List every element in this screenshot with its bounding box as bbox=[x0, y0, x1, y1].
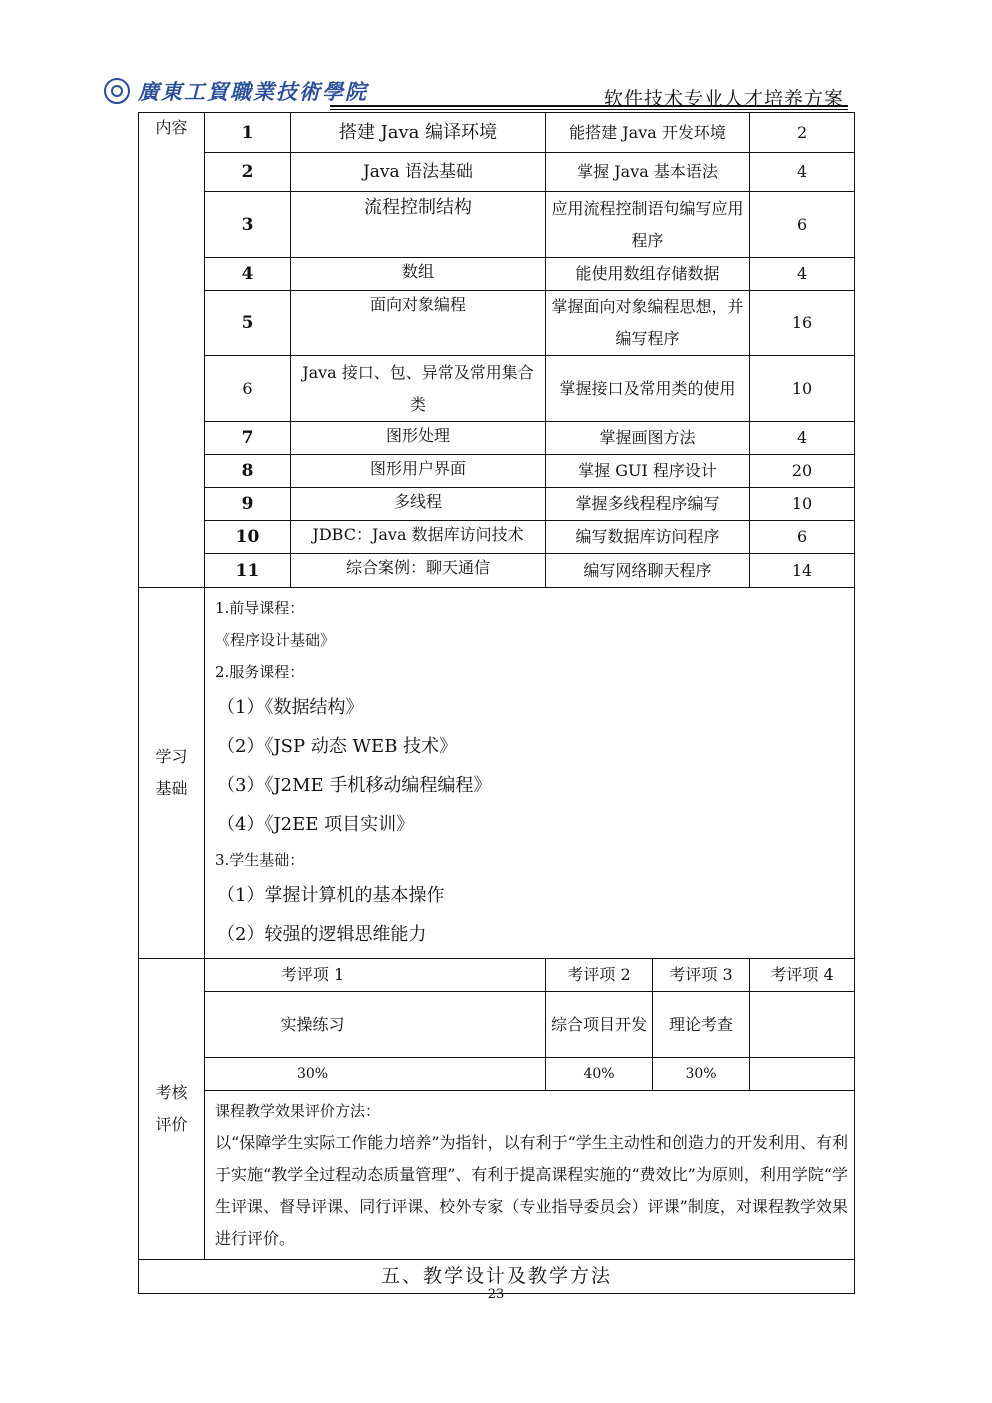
row-goal: 掌握接口及常用类的使用 bbox=[546, 356, 750, 422]
assessment-header: 考评项 1 bbox=[205, 959, 546, 992]
content-row bbox=[139, 521, 855, 554]
row-topic: Java 接口、包、异常及常用集合类 bbox=[291, 356, 546, 422]
assessment-weight: 40% bbox=[546, 1058, 653, 1091]
row-topic: 多线程 bbox=[291, 488, 546, 521]
row-goal: 能使用数组存储数据 bbox=[546, 258, 750, 291]
row-number: 4 bbox=[205, 258, 291, 291]
row-goal: 掌握 Java 基本语法 bbox=[546, 153, 750, 192]
row-topic: 图形用户界面 bbox=[291, 455, 546, 488]
row-hours: 4 bbox=[750, 153, 855, 192]
row-goal: 编写网络聊天程序 bbox=[546, 554, 750, 588]
row-topic: 面向对象编程 bbox=[291, 291, 546, 356]
page-number: 23 bbox=[487, 1287, 505, 1302]
assessment-method bbox=[205, 1091, 855, 1260]
content-row bbox=[139, 455, 855, 488]
assessment-header-row bbox=[139, 959, 855, 992]
header-rule-thin bbox=[330, 109, 848, 110]
row-goal: 掌握画图方法 bbox=[546, 422, 750, 455]
row-number: 1 bbox=[205, 113, 291, 153]
content-row bbox=[139, 488, 855, 521]
row-number: 6 bbox=[205, 356, 291, 422]
section-title: 五、教学设计及教学方法 bbox=[139, 1260, 855, 1294]
service-course: （2）《JSP 动态 WEB 技术》 bbox=[217, 736, 458, 757]
content-label: 内容 bbox=[139, 113, 205, 588]
assessment-label bbox=[139, 959, 205, 1260]
label-line: 学习 bbox=[155, 747, 188, 766]
row-number: 9 bbox=[205, 488, 291, 521]
content-row bbox=[139, 192, 855, 258]
assessment-items-row bbox=[139, 992, 855, 1058]
content-row bbox=[139, 258, 855, 291]
row-goal: 应用流程控制语句编写应用程序 bbox=[546, 192, 750, 258]
learning-basis-row bbox=[139, 588, 855, 959]
row-topic: JDBC：Java 数据库访问技术 bbox=[291, 521, 546, 554]
row-hours: 2 bbox=[750, 113, 855, 153]
service-course: （4）《J2EE 项目实训》 bbox=[217, 814, 415, 835]
row-number: 5 bbox=[205, 291, 291, 356]
assessment-item: 理论考查 bbox=[653, 992, 750, 1058]
row-goal: 掌握面向对象编程思想，并编写程序 bbox=[546, 291, 750, 356]
assessment-header: 考评项 3 bbox=[653, 959, 750, 992]
content-row bbox=[139, 356, 855, 422]
header-rule bbox=[330, 105, 848, 107]
row-hours: 10 bbox=[750, 356, 855, 422]
content-row bbox=[139, 153, 855, 192]
row-number: 7 bbox=[205, 422, 291, 455]
row-goal: 编写数据库访问程序 bbox=[546, 521, 750, 554]
assessment-method-row bbox=[139, 1091, 855, 1260]
course-table bbox=[138, 112, 855, 1294]
method-heading: 课程教学效果评价方法： bbox=[215, 1102, 381, 1120]
assessment-weight bbox=[750, 1058, 855, 1091]
assessment-header: 考评项 4 bbox=[750, 959, 855, 992]
school-emblem-icon bbox=[104, 78, 130, 104]
row-hours: 10 bbox=[750, 488, 855, 521]
row-topic: Java 语法基础 bbox=[291, 153, 546, 192]
school-name: 廣東工貿職業技術學院 bbox=[138, 79, 368, 104]
content-row bbox=[139, 291, 855, 356]
row-hours: 16 bbox=[750, 291, 855, 356]
row-goal: 掌握 GUI 程序设计 bbox=[546, 455, 750, 488]
label-line: 基础 bbox=[155, 779, 188, 798]
assessment-item bbox=[750, 992, 855, 1058]
row-hours: 4 bbox=[750, 258, 855, 291]
assessment-header: 考评项 2 bbox=[546, 959, 653, 992]
school-logo bbox=[104, 76, 368, 106]
content-row bbox=[139, 113, 855, 153]
prereq-heading: 1.前导课程： bbox=[215, 599, 305, 617]
row-number: 10 bbox=[205, 521, 291, 554]
assessment-weight: 30% bbox=[653, 1058, 750, 1091]
student-heading: 3.学生基础： bbox=[215, 851, 305, 869]
student-item: （2）较强的逻辑思维能力 bbox=[217, 924, 427, 945]
row-topic: 图形处理 bbox=[291, 422, 546, 455]
row-topic: 搭建 Java 编译环境 bbox=[291, 113, 546, 153]
label-line: 评价 bbox=[155, 1115, 188, 1134]
assessment-weights-row bbox=[139, 1058, 855, 1091]
service-heading: 2.服务课程： bbox=[215, 663, 305, 681]
row-hours: 4 bbox=[750, 422, 855, 455]
student-item: （1）掌握计算机的基本操作 bbox=[217, 885, 445, 906]
method-text: 以“保障学生实际工作能力培养”为指针，以有利于“学生主动性和创造力的开发利用、有利于实施“教学全过程动态质量管理”、有利于提高课程实施的“费效比”为原则，利用学院“学生评课、督导评课、同行评课、校外专家（专业指导委员会）评课”制度，对课程教学效果进行评价。 bbox=[215, 1133, 849, 1248]
row-number: 3 bbox=[205, 192, 291, 258]
row-number: 2 bbox=[205, 153, 291, 192]
learning-basis-content bbox=[205, 588, 855, 959]
service-course: （1）《数据结构》 bbox=[217, 697, 364, 718]
row-topic: 流程控制结构 bbox=[291, 192, 546, 258]
assessment-item: 实操练习 bbox=[205, 992, 546, 1058]
assessment-item: 综合项目开发 bbox=[546, 992, 653, 1058]
service-course: （3）《J2ME 手机移动编程编程》 bbox=[217, 775, 492, 796]
row-hours: 6 bbox=[750, 521, 855, 554]
assessment-weight: 30% bbox=[205, 1058, 546, 1091]
row-number: 8 bbox=[205, 455, 291, 488]
row-goal: 掌握多线程程序编写 bbox=[546, 488, 750, 521]
document-title: 软件技术专业人才培养方案 bbox=[603, 88, 844, 110]
row-goal: 能搭建 Java 开发环境 bbox=[546, 113, 750, 153]
content-row bbox=[139, 554, 855, 588]
row-topic: 综合案例：聊天通信 bbox=[291, 554, 546, 588]
row-hours: 6 bbox=[750, 192, 855, 258]
learning-basis-label bbox=[139, 588, 205, 959]
row-number: 11 bbox=[205, 554, 291, 588]
content-row bbox=[139, 422, 855, 455]
row-topic: 数组 bbox=[291, 258, 546, 291]
row-hours: 14 bbox=[750, 554, 855, 588]
label-line: 考核 bbox=[155, 1083, 188, 1102]
row-hours: 20 bbox=[750, 455, 855, 488]
page-header bbox=[100, 74, 848, 110]
prereq-course: 《程序设计基础》 bbox=[215, 631, 336, 649]
